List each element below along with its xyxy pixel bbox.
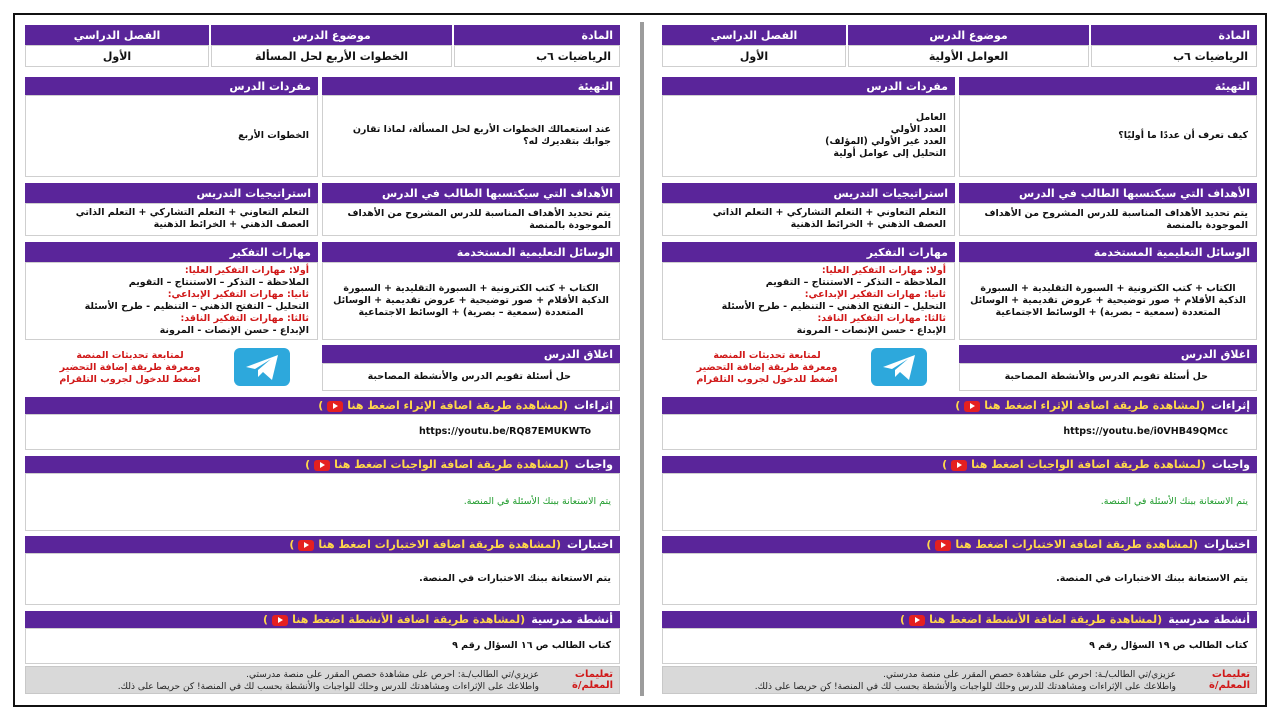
instructions-body <box>671 669 1176 693</box>
objectives-title: الأهداف التي سيكتسبها الطالب في الدرس <box>322 183 620 203</box>
tests-text: يتم الاستعانة ببنك الاختبارات في المنصة. <box>1056 573 1248 584</box>
enrichment-title: إثراءات <box>574 399 613 412</box>
youtube-icon <box>964 401 980 412</box>
tests-box <box>662 553 1257 605</box>
warmup-title: التهيئة <box>322 77 620 95</box>
homework-title: واجبات <box>1211 458 1250 471</box>
enrichment-link-text: (لمشاهدة طريقة اضافة الإثراء اضغط هنا <box>984 399 1206 412</box>
aids-title: الوسائل التعليمية المستخدمة <box>959 242 1257 262</box>
youtube-icon <box>314 460 330 471</box>
thinking-box <box>25 262 318 340</box>
activities-bar <box>662 611 1257 628</box>
activities-link-close: ) <box>263 613 269 626</box>
thinking-title: مهارات التفكير <box>25 242 318 262</box>
lesson-plan-page <box>25 25 620 695</box>
strategies-line: التعلم التعاوني + التعلم التشاركي + التعلم الذاتي <box>712 207 946 218</box>
strategies-line: العصف الذهني + الخرائط الذهنية <box>790 219 946 230</box>
homework-box <box>25 473 620 531</box>
activities-link-text: (لمشاهدة طريقة اضافة الأنشطة اضغط هنا <box>929 613 1163 626</box>
thinking-skills: الملاحظة – التذكر – الاستنتاج – التقويم <box>765 277 946 288</box>
thinking-box <box>662 262 955 340</box>
closing-box <box>322 363 620 391</box>
subject-header: المادة <box>454 25 620 45</box>
warmup-box <box>959 95 1257 177</box>
aids-box <box>959 262 1257 340</box>
vocab-list <box>825 112 946 160</box>
thinking-skills: التحليل – التفتح الذهني – التنظيم - طرح الأسئلة <box>84 301 309 312</box>
youtube-icon <box>909 615 925 626</box>
activities-box <box>25 628 620 664</box>
homework-title: واجبات <box>574 458 613 471</box>
enrichment-box <box>662 414 1257 450</box>
youtube-icon <box>327 401 343 412</box>
promo-line: لمتابعة تحديثات المنصة <box>76 350 184 361</box>
closing-title: اغلاق الدرس <box>959 345 1257 363</box>
enrichment-video-link[interactable] <box>955 399 1205 412</box>
vocab-item: العدد الأولي <box>890 124 946 135</box>
homework-bar <box>25 456 620 473</box>
activities-video-link[interactable] <box>900 613 1162 626</box>
term-value: الأول <box>662 45 846 67</box>
warmup-text: عند استعمالك الخطوات الأربع لحل المسألة، لماذا تقارن جوابك بتقديرك له؟ <box>352 124 611 147</box>
tests-text: يتم الاستعانة ببنك الاختبارات في المنصة. <box>419 573 611 584</box>
tests-link-text: (لمشاهدة طريقة اضافة الاختبارات اضغط هنا <box>318 538 562 551</box>
homework-link-close: ) <box>942 458 948 471</box>
enrichment-bar <box>662 397 1257 414</box>
thinking-heading: أولا: مهارات التفكير العليا: <box>821 265 946 276</box>
telegram-link[interactable] <box>867 348 927 390</box>
homework-box <box>662 473 1257 531</box>
closing-title: اغلاق الدرس <box>322 345 620 363</box>
enrichment-link-close: ) <box>955 399 961 412</box>
closing-text: حل أسئلة تقويم الدرس والأنشطة المصاحبة <box>1004 371 1208 382</box>
page-divider <box>640 22 644 696</box>
enrichment-url[interactable]: https://youtu.be/i0VHB49QMcc <box>1063 426 1228 437</box>
promo-line: لمتابعة تحديثات المنصة <box>713 350 821 361</box>
topic-header: موضوع الدرس <box>848 25 1089 45</box>
objectives-box <box>322 203 620 236</box>
term-value: الأول <box>25 45 209 67</box>
thinking-skills: التحليل – التفتح الذهني – التنظيم - طرح الأسئلة <box>721 301 946 312</box>
promo-line: اضغط للدخول لجروب التلقرام <box>696 374 838 385</box>
homework-link-text: (لمشاهدة طريقة اضافة الواجبات اضغط هنا <box>971 458 1206 471</box>
enrichment-video-link[interactable] <box>318 399 568 412</box>
thinking-heading: ثانيا: مهارات التفكير الإبداعي: <box>804 289 946 300</box>
topic-value: الخطوات الأربع لحل المسألة <box>211 45 452 67</box>
vocab-title: مفردات الدرس <box>662 77 955 95</box>
homework-text: يتم الاستعانة ببنك الأسئلة في المنصة. <box>463 496 611 507</box>
promo-line: اضغط للدخول لجروب التلقرام <box>59 374 201 385</box>
tests-link-text: (لمشاهدة طريقة اضافة الاختبارات اضغط هنا <box>955 538 1199 551</box>
instructions-body <box>34 669 539 693</box>
subject-value: الرياضيات ٦ب <box>1091 45 1257 67</box>
vocab-list <box>238 130 309 142</box>
instructions-line: واطلاعك على الإثراءات ومشاهدتك للدرس وحلك للواجبات والأنشطة بحسب لك في المنصة! كن حريصا على ذلك. <box>754 682 1176 692</box>
topic-header: موضوع الدرس <box>211 25 452 45</box>
promo-line: ومعرفة طريقة إضافة التحضير <box>696 362 838 373</box>
aids-title: الوسائل التعليمية المستخدمة <box>322 242 620 262</box>
warmup-title: التهيئة <box>959 77 1257 95</box>
youtube-icon <box>935 540 951 551</box>
telegram-link[interactable] <box>230 348 290 390</box>
teacher-instructions <box>25 666 620 694</box>
enrichment-box <box>25 414 620 450</box>
subject-header: المادة <box>1091 25 1257 45</box>
strategies-title: استراتيجيات التدريس <box>662 183 955 203</box>
thinking-skills: الإبداع - حسن الإنصات - المرونة <box>159 325 309 336</box>
telegram-promo[interactable] <box>677 350 857 390</box>
youtube-icon <box>951 460 967 471</box>
instructions-label: تعليمات المعلم/ة <box>571 669 613 691</box>
homework-bar <box>662 456 1257 473</box>
lesson-plan-page <box>662 25 1257 695</box>
promo-line: ومعرفة طريقة إضافة التحضير <box>59 362 201 373</box>
aids-text: الكتاب + كتب الكترونية + السبورة التقليدية + السبورة الذكية الأقلام + صور توضيحية + عروض تقديمية + الوسائل المتعددة (سمعية – بصرية) + الوسائط الاجتماعية <box>970 283 1246 318</box>
activities-video-link[interactable] <box>263 613 525 626</box>
enrichment-url[interactable]: https://youtu.be/RQ87EMUKWTo <box>418 426 591 437</box>
aids-text: الكتاب + كتب الكترونية + السبورة التقليدية + السبورة الذكية الأقلام + صور توضيحية + عروض تقديمية + الوسائل المتعددة (سمعية – بصرية) + الوسائط الاجتماعية <box>333 283 609 318</box>
closing-box <box>959 363 1257 391</box>
tests-title: اختبارات <box>1204 538 1250 551</box>
thinking-skills: الملاحظة – التذكر – الاستنتاج – التقويم <box>128 277 309 288</box>
vocab-item: العامل <box>915 112 946 123</box>
tests-link-close: ) <box>289 538 295 551</box>
thinking-heading: ثانيا: مهارات التفكير الإبداعي: <box>167 289 309 300</box>
objectives-title: الأهداف التي سيكتسبها الطالب في الدرس <box>959 183 1257 203</box>
tests-video-link[interactable] <box>926 538 1198 551</box>
enrichment-link-text: (لمشاهدة طريقة اضافة الإثراء اضغط هنا <box>347 399 569 412</box>
activities-link-text: (لمشاهدة طريقة اضافة الأنشطة اضغط هنا <box>292 613 526 626</box>
instructions-label: تعليمات المعلم/ة <box>1208 669 1250 691</box>
homework-video-link[interactable] <box>305 458 569 471</box>
telegram-icon <box>871 348 927 386</box>
strategies-title: استراتيجيات التدريس <box>25 183 318 203</box>
tests-box <box>25 553 620 605</box>
instructions-line: واطلاعك على الإثراءات ومشاهدتك للدرس وحلك للواجبات والأنشطة بحسب لك في المنصة! كن حريصا على ذلك. <box>117 682 539 692</box>
thinking-heading: أولا: مهارات التفكير العليا: <box>184 265 309 276</box>
vocab-item: الخطوات الأربع <box>238 130 309 141</box>
activities-box <box>662 628 1257 664</box>
tests-video-link[interactable] <box>289 538 561 551</box>
strategies-box <box>25 203 318 236</box>
telegram-icon <box>234 348 290 386</box>
strategies-line: التعلم التعاوني + التعلم التشاركي + التعلم الذاتي <box>75 207 309 218</box>
vocab-title: مفردات الدرس <box>25 77 318 95</box>
tests-bar <box>662 536 1257 553</box>
activities-bar <box>25 611 620 628</box>
teacher-instructions <box>662 666 1257 694</box>
term-header: الفصل الدراسي <box>25 25 209 45</box>
enrichment-title: إثراءات <box>1211 399 1250 412</box>
term-header: الفصل الدراسي <box>662 25 846 45</box>
thinking-heading: ثالثا: مهارات التفكير الناقد: <box>180 313 309 324</box>
instructions-line: عزيزي/تي الطالب/ـة: احرص على مشاهدة حصص المقرر على منصة مدرستي. <box>246 670 539 680</box>
tests-bar <box>25 536 620 553</box>
vocab-box <box>25 95 318 177</box>
warmup-text: كيف تعرف أن عددًا ما أوليًا؟ <box>1118 130 1248 141</box>
instructions-line: عزيزي/تي الطالب/ـة: احرص على مشاهدة حصص المقرر على منصة مدرستي. <box>883 670 1176 680</box>
tests-link-close: ) <box>926 538 932 551</box>
homework-video-link[interactable] <box>942 458 1206 471</box>
youtube-icon <box>272 615 288 626</box>
activities-title: أنشطة مدرسية <box>1168 613 1250 626</box>
strategies-line: العصف الذهني + الخرائط الذهنية <box>153 219 309 230</box>
objectives-text: يتم تحديد الأهداف المناسبة للدرس المشروح من الأهداف الموجودة بالمنصة <box>984 207 1248 231</box>
activities-text: كتاب الطالب ص ١٩ السؤال رقم ٩ <box>1089 640 1248 651</box>
subject-value: الرياضيات ٦ب <box>454 45 620 67</box>
closing-text: حل أسئلة تقويم الدرس والأنشطة المصاحبة <box>367 371 571 382</box>
youtube-icon <box>298 540 314 551</box>
thinking-skills: الإبداع - حسن الإنصات - المرونة <box>796 325 946 336</box>
homework-text: يتم الاستعانة ببنك الأسئلة في المنصة. <box>1100 496 1248 507</box>
topic-value: العوامل الأولية <box>848 45 1089 67</box>
aids-box <box>322 262 620 340</box>
enrichment-link-close: ) <box>318 399 324 412</box>
thinking-heading: ثالثا: مهارات التفكير الناقد: <box>817 313 946 324</box>
homework-link-text: (لمشاهدة طريقة اضافة الواجبات اضغط هنا <box>334 458 569 471</box>
strategies-box <box>662 203 955 236</box>
vocab-item: التحليل إلى عوامل أولية <box>833 148 946 159</box>
objectives-box <box>959 203 1257 236</box>
vocab-box <box>662 95 955 177</box>
enrichment-bar <box>25 397 620 414</box>
activities-link-close: ) <box>900 613 906 626</box>
thinking-title: مهارات التفكير <box>662 242 955 262</box>
tests-title: اختبارات <box>567 538 613 551</box>
warmup-box <box>322 95 620 177</box>
vocab-item: العدد غير الأولي (المؤلف) <box>825 136 946 147</box>
homework-link-close: ) <box>305 458 311 471</box>
activities-title: أنشطة مدرسية <box>531 613 613 626</box>
activities-text: كتاب الطالب ص ١٦ السؤال رقم ٩ <box>452 640 611 651</box>
telegram-promo[interactable] <box>40 350 220 390</box>
objectives-text: يتم تحديد الأهداف المناسبة للدرس المشروح من الأهداف الموجودة بالمنصة <box>347 207 611 231</box>
